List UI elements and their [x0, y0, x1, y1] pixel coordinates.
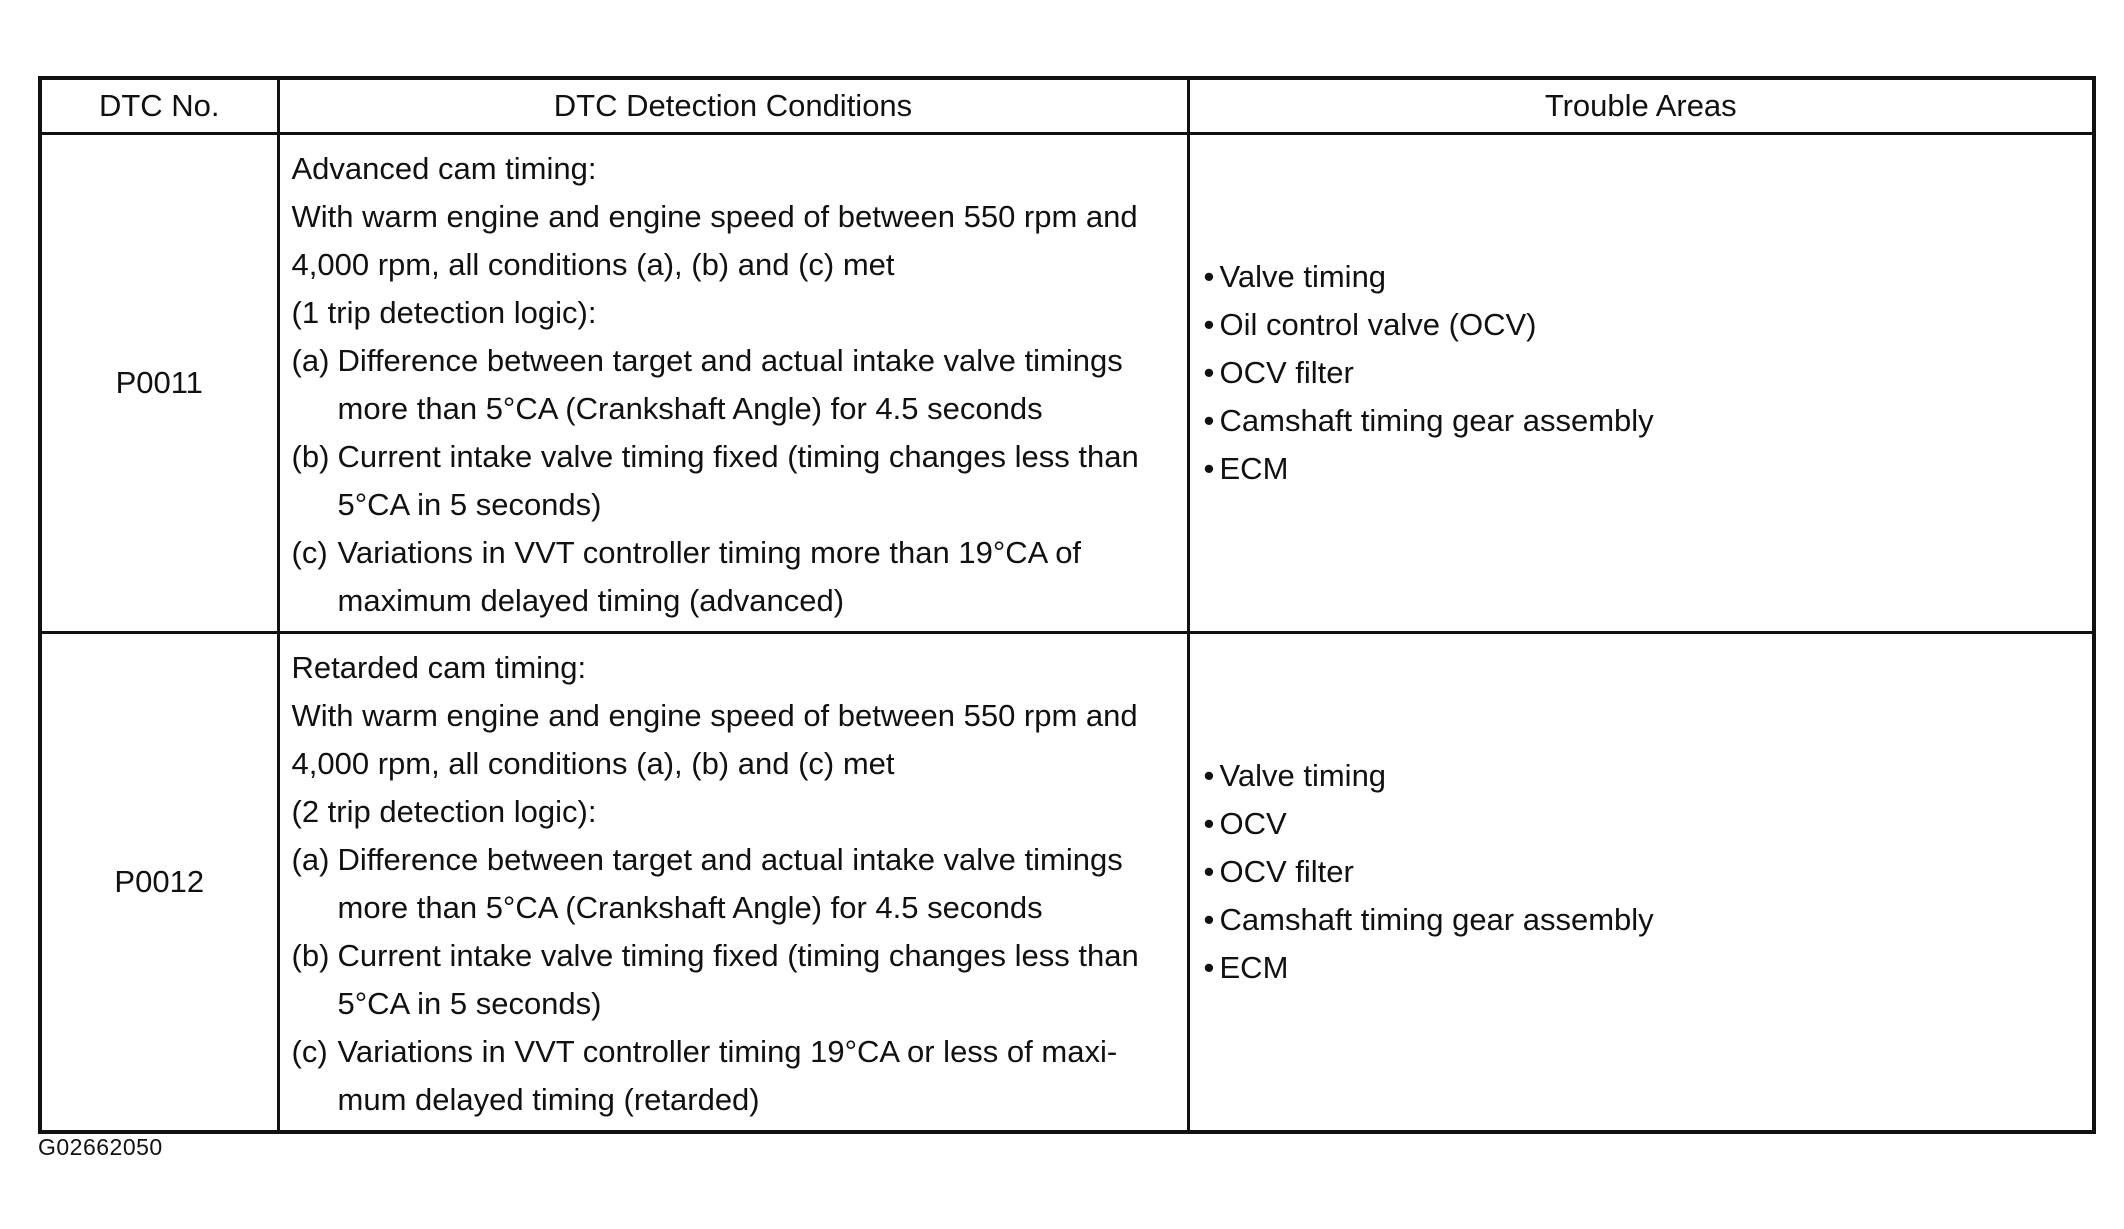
- header-dtc-no: DTC No.: [40, 78, 278, 134]
- condition-item-a: [292, 836, 1173, 932]
- header-row: [40, 78, 2094, 134]
- condition-logic: (2 trip detection logic):: [291, 794, 597, 829]
- condition-item-label: (b): [291, 938, 330, 973]
- list-item: [1204, 301, 2093, 349]
- bullet-dot-icon: •: [1203, 451, 1215, 486]
- trouble-areas-list: [1204, 752, 2093, 992]
- condition-item-text: 5°CA in 5 seconds): [337, 487, 602, 522]
- condition-item-text: Current intake valve timing fixed (timing changes less than: [337, 938, 1139, 973]
- list-item: [1204, 349, 2093, 397]
- condition-heading: Retarded cam timing:: [291, 650, 587, 685]
- trouble-area-text: OCV filter: [1219, 854, 1354, 889]
- list-item: [1204, 800, 2093, 848]
- detection-conditions: [278, 633, 1188, 1133]
- condition-heading: Advanced cam timing:: [291, 151, 597, 186]
- trouble-area-text: Camshaft timing gear assembly: [1219, 403, 1654, 438]
- table-row: [40, 134, 2094, 633]
- header-trouble-areas: Trouble Areas: [1188, 78, 2094, 134]
- condition-item-text: maximum delayed timing (advanced): [337, 583, 845, 618]
- condition-item-a: [292, 337, 1173, 433]
- condition-logic: (1 trip detection logic):: [291, 295, 597, 330]
- header-detection-conditions: DTC Detection Conditions: [278, 78, 1188, 134]
- condition-item-text: Current intake valve timing fixed (timing changes less than: [337, 439, 1139, 474]
- dtc-code: P0012: [40, 633, 278, 1133]
- condition-item-label: (b): [291, 439, 330, 474]
- condition-text: 4,000 rpm, all conditions (a), (b) and (c) met: [291, 247, 895, 282]
- condition-item-b: [292, 932, 1173, 1028]
- bullet-dot-icon: •: [1203, 902, 1215, 937]
- condition-item-text: Variations in VVT controller timing more than 19°CA of: [337, 535, 1082, 570]
- list-item: [1204, 944, 2093, 992]
- trouble-areas: [1188, 633, 2094, 1133]
- condition-item-text: Difference between target and actual intake valve timings: [337, 343, 1123, 378]
- list-item: [1204, 445, 2093, 493]
- bullet-dot-icon: •: [1203, 950, 1215, 985]
- list-item: [1204, 752, 2093, 800]
- condition-item-label: (a): [291, 343, 330, 378]
- bullet-dot-icon: •: [1203, 307, 1215, 342]
- trouble-area-text: OCV: [1219, 806, 1287, 841]
- condition-item-text: more than 5°CA (Crankshaft Angle) for 4.5 seconds: [337, 890, 1043, 925]
- dtc-code: P0011: [40, 134, 278, 633]
- list-item: [1204, 253, 2093, 301]
- trouble-areas: [1188, 134, 2094, 633]
- condition-text: 4,000 rpm, all conditions (a), (b) and (c) met: [291, 746, 895, 781]
- condition-item-text: 5°CA in 5 seconds): [337, 986, 602, 1021]
- condition-item-b: [292, 433, 1173, 529]
- detection-conditions: [278, 134, 1188, 633]
- trouble-area-text: Valve timing: [1219, 259, 1387, 294]
- trouble-area-text: ECM: [1219, 950, 1289, 985]
- trouble-areas-list: [1204, 253, 2093, 493]
- table-row: [40, 633, 2094, 1133]
- condition-item-c: [292, 1028, 1173, 1124]
- condition-item-text: Difference between target and actual intake valve timings: [337, 842, 1123, 877]
- condition-text: With warm engine and engine speed of between 550 rpm and: [291, 698, 1138, 733]
- trouble-area-text: Camshaft timing gear assembly: [1219, 902, 1654, 937]
- list-item: [1204, 848, 2093, 896]
- condition-item-c: [292, 529, 1173, 625]
- bullet-dot-icon: •: [1203, 758, 1215, 793]
- bullet-dot-icon: •: [1203, 403, 1215, 438]
- condition-item-text: mum delayed timing (retarded): [337, 1082, 760, 1117]
- condition-item-label: (c): [291, 1034, 328, 1069]
- trouble-area-text: ECM: [1219, 451, 1289, 486]
- condition-item-text: Variations in VVT controller timing 19°CA or less of maxi-: [337, 1034, 1118, 1069]
- condition-text: With warm engine and engine speed of between 550 rpm and: [291, 199, 1138, 234]
- list-item: [1204, 896, 2093, 944]
- condition-item-text: more than 5°CA (Crankshaft Angle) for 4.5 seconds: [337, 391, 1043, 426]
- bullet-dot-icon: •: [1203, 259, 1215, 294]
- bullet-dot-icon: •: [1203, 355, 1215, 390]
- bullet-dot-icon: •: [1203, 806, 1215, 841]
- list-item: [1204, 397, 2093, 445]
- trouble-area-text: Valve timing: [1219, 758, 1387, 793]
- trouble-area-text: Oil control valve (OCV): [1219, 307, 1537, 342]
- figure-id: G02662050: [38, 1134, 163, 1160]
- condition-item-label: (c): [291, 535, 328, 570]
- dtc-table: [38, 76, 2096, 1134]
- condition-item-label: (a): [291, 842, 330, 877]
- bullet-dot-icon: •: [1203, 854, 1215, 889]
- trouble-area-text: OCV filter: [1219, 355, 1354, 390]
